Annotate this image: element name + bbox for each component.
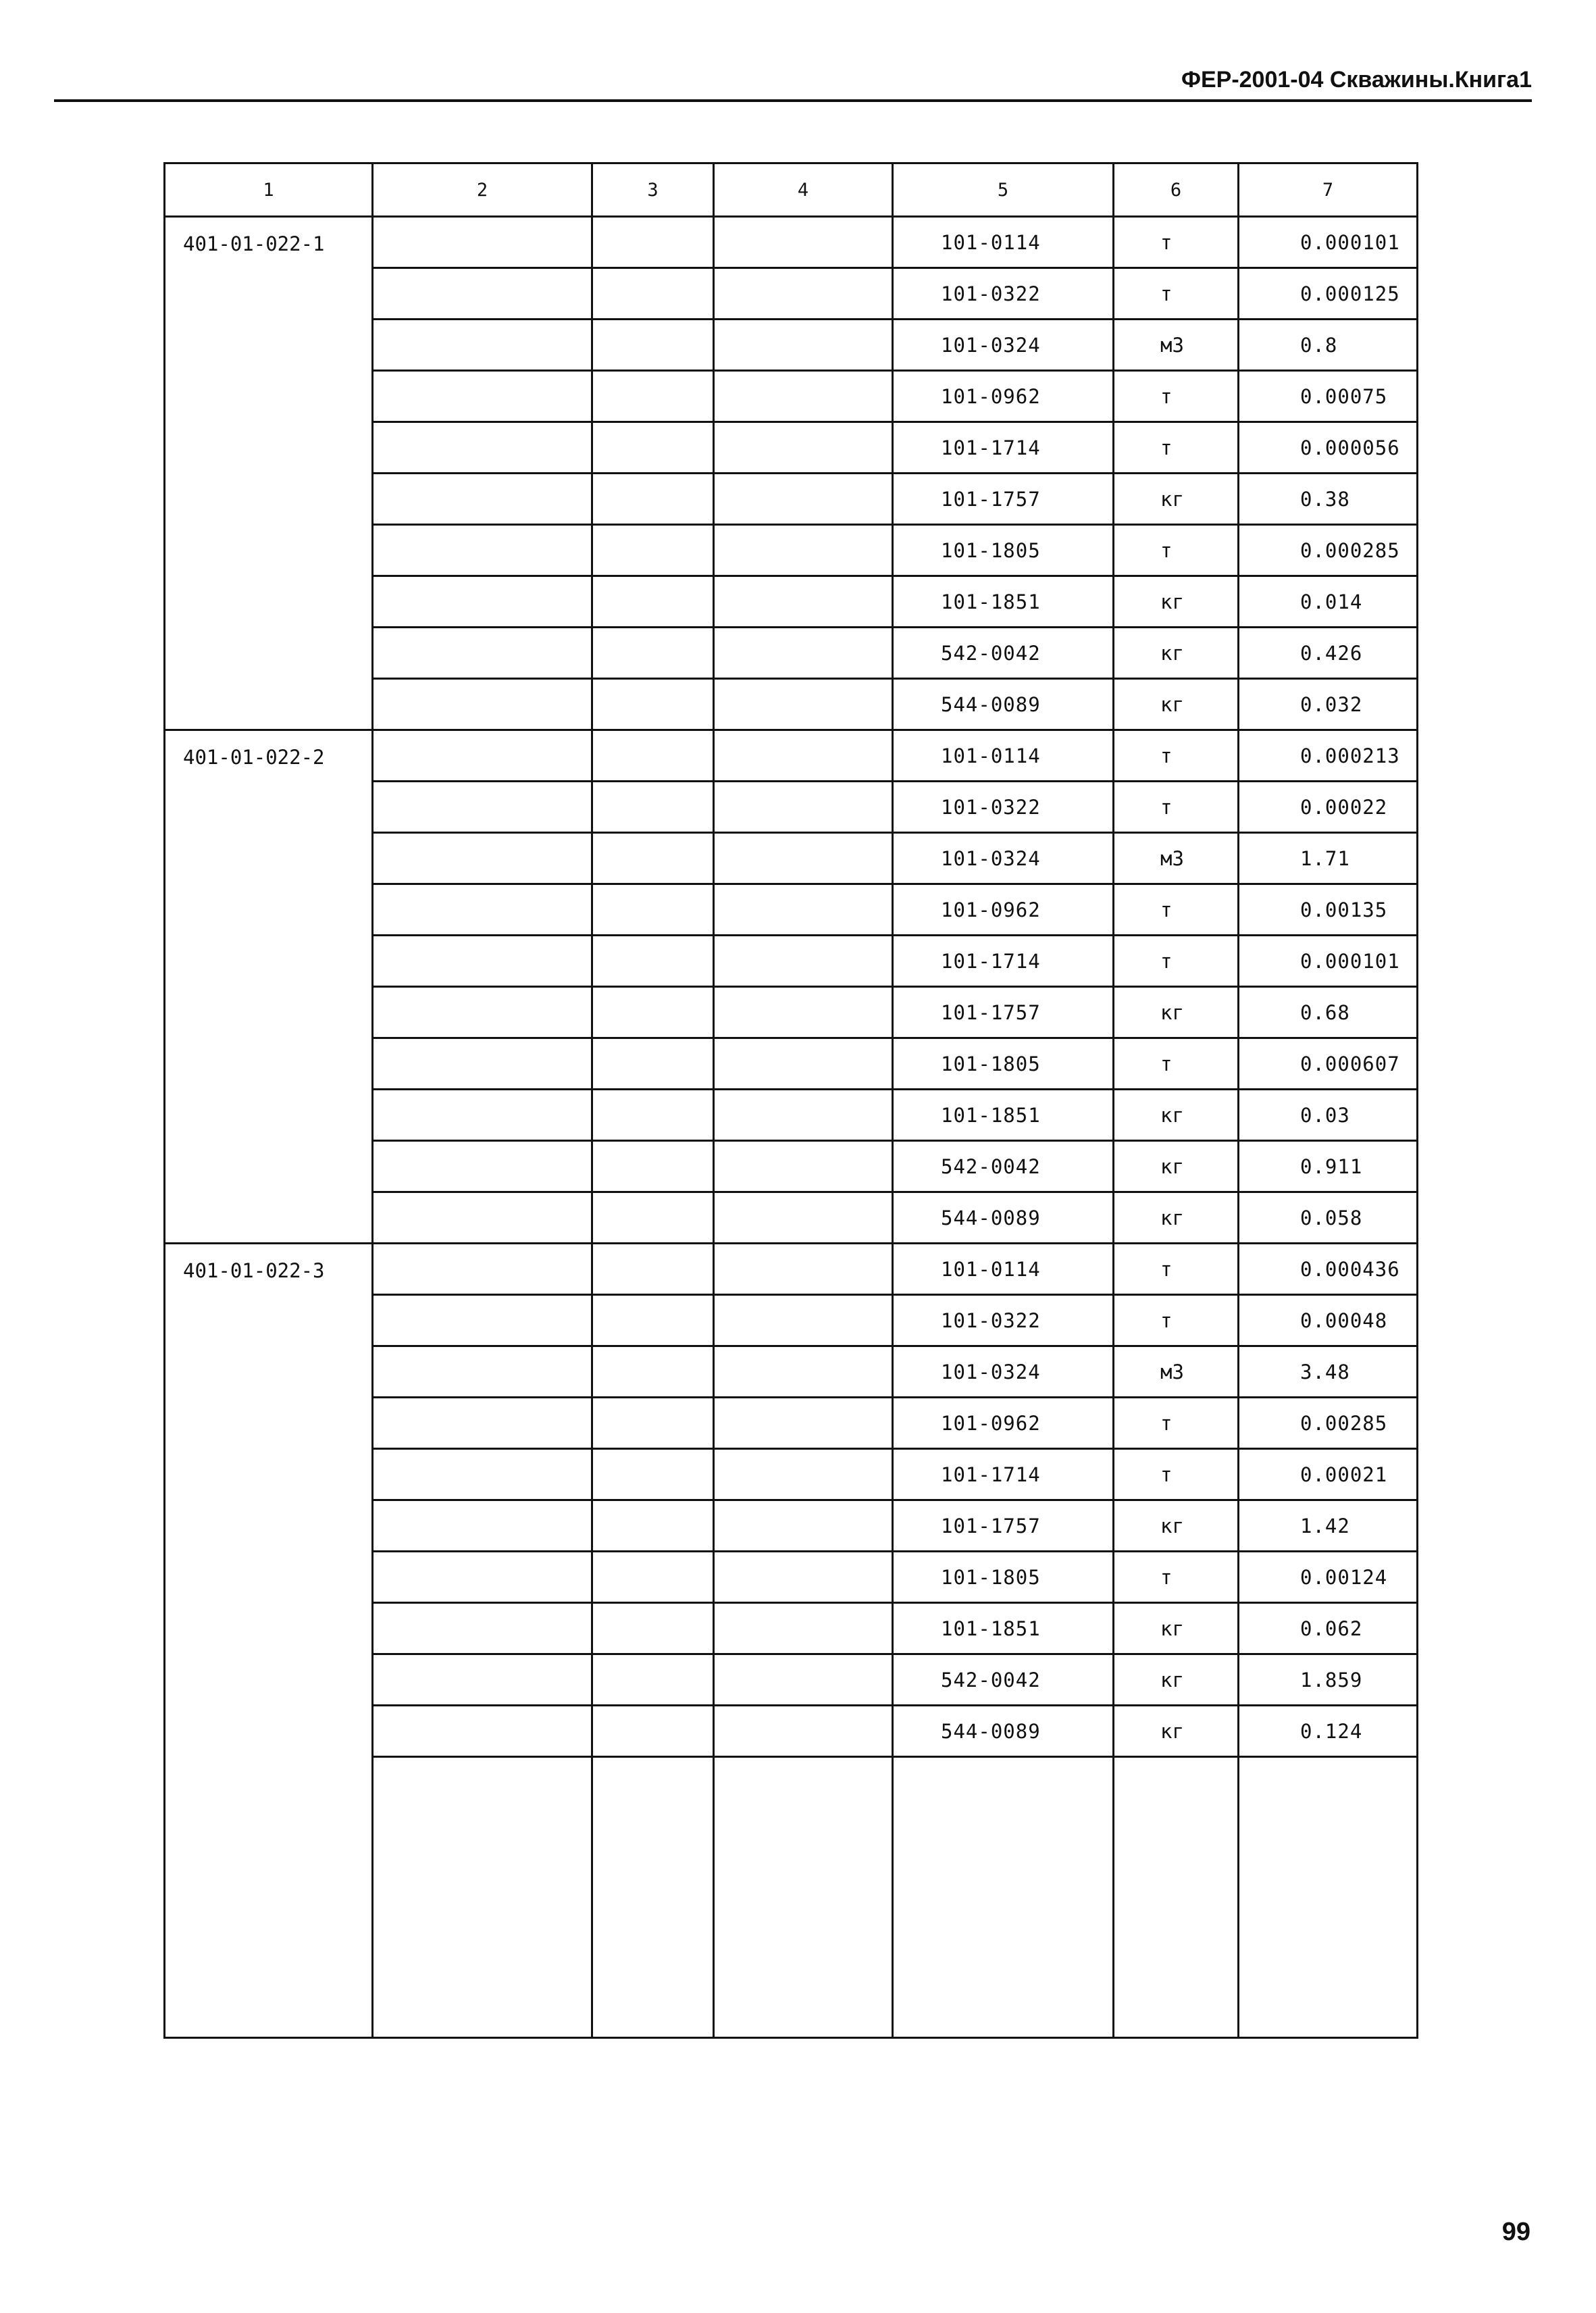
empty-cell-col2	[373, 1192, 592, 1244]
unit-cell: кг	[1114, 987, 1239, 1038]
unit-cell: кг	[1114, 1706, 1239, 1757]
quantity-cell: 0.00135	[1239, 884, 1418, 936]
unit-cell: т	[1114, 884, 1239, 936]
resource-code-cell: 101-0962	[893, 371, 1114, 422]
resource-code-cell: 101-0114	[893, 1244, 1114, 1295]
empty-cell-col4	[714, 320, 893, 371]
unit-cell: т	[1114, 1449, 1239, 1500]
empty-cell-col2	[373, 1757, 592, 2038]
quantity-cell: 3.48	[1239, 1346, 1418, 1398]
unit-cell: кг	[1114, 474, 1239, 525]
resource-code-cell: 101-0114	[893, 730, 1114, 782]
empty-cell-col3	[592, 679, 714, 730]
table-row	[165, 1244, 1418, 1295]
empty-cell-col4	[714, 1038, 893, 1090]
column-header-7: 7	[1239, 163, 1418, 217]
quantity-cell: 0.426	[1239, 628, 1418, 679]
empty-cell-col2	[373, 320, 592, 371]
resource-code-cell: 101-0962	[893, 1398, 1114, 1449]
unit-cell: т	[1114, 1295, 1239, 1346]
resource-code-cell: 544-0089	[893, 1192, 1114, 1244]
unit-cell: м3	[1114, 320, 1239, 371]
unit-cell: т	[1114, 371, 1239, 422]
empty-cell-col3	[592, 730, 714, 782]
rate-code-cell: 401-01-022-3	[165, 1244, 373, 2038]
resource-code-cell: 542-0042	[893, 1141, 1114, 1192]
empty-cell-col2	[373, 217, 592, 268]
empty-cell-col3	[592, 1757, 714, 2038]
resource-code-cell: 542-0042	[893, 628, 1114, 679]
empty-cell-col4	[714, 1757, 893, 2038]
unit-cell: кг	[1114, 1090, 1239, 1141]
quantity-cell: 0.000607	[1239, 1038, 1418, 1090]
unit-cell: т	[1114, 268, 1239, 320]
resource-code-cell: 101-0324	[893, 833, 1114, 884]
empty-cell-col2	[373, 474, 592, 525]
empty-cell-col3	[592, 422, 714, 474]
quantity-cell: 0.03	[1239, 1090, 1418, 1141]
unit-cell: м3	[1114, 1346, 1239, 1398]
table-header	[165, 163, 1418, 217]
empty-cell-col3	[592, 525, 714, 576]
resource-code-cell: 101-1851	[893, 1090, 1114, 1141]
quantity-cell: 0.000285	[1239, 525, 1418, 576]
resource-code-cell: 101-1757	[893, 987, 1114, 1038]
empty-cell-col2	[373, 371, 592, 422]
empty-cell-col3	[592, 1654, 714, 1706]
unit-cell: кг	[1114, 576, 1239, 628]
empty-cell-col3	[592, 987, 714, 1038]
empty-cell-col4	[714, 1706, 893, 1757]
empty-cell-col3	[592, 371, 714, 422]
resource-code-cell: 101-1805	[893, 1038, 1114, 1090]
unit-cell: т	[1114, 217, 1239, 268]
quantity-cell: 0.032	[1239, 679, 1418, 730]
empty-cell-col6	[1114, 1757, 1239, 2038]
resource-code-cell: 101-0322	[893, 1295, 1114, 1346]
empty-cell-col4	[714, 576, 893, 628]
empty-cell-col3	[592, 268, 714, 320]
resource-code-cell: 101-1757	[893, 1500, 1114, 1552]
empty-cell-col2	[373, 1295, 592, 1346]
empty-cell-col2	[373, 833, 592, 884]
resource-code-cell: 101-0324	[893, 1346, 1114, 1398]
column-header-3: 3	[592, 163, 714, 217]
empty-cell-col3	[592, 1295, 714, 1346]
empty-cell-col2	[373, 936, 592, 987]
empty-cell-col3	[592, 1603, 714, 1654]
unit-cell: кг	[1114, 1192, 1239, 1244]
empty-cell-col2	[373, 987, 592, 1038]
empty-cell-col4	[714, 1654, 893, 1706]
empty-cell-col3	[592, 884, 714, 936]
unit-cell: т	[1114, 782, 1239, 833]
quantity-cell: 0.000101	[1239, 936, 1418, 987]
empty-cell-col4	[714, 833, 893, 884]
empty-cell-col2	[373, 1706, 592, 1757]
empty-cell-col7	[1239, 1757, 1418, 2038]
empty-cell-col3	[592, 628, 714, 679]
empty-cell-col2	[373, 1552, 592, 1603]
column-header-2: 2	[373, 163, 592, 217]
resource-code-cell: 542-0042	[893, 1654, 1114, 1706]
empty-cell-col4	[714, 1346, 893, 1398]
empty-cell-col4	[714, 525, 893, 576]
unit-cell: т	[1114, 525, 1239, 576]
empty-cell-col2	[373, 1141, 592, 1192]
quantity-cell: 1.71	[1239, 833, 1418, 884]
quantity-cell: 0.8	[1239, 320, 1418, 371]
quantity-cell: 0.68	[1239, 987, 1418, 1038]
empty-cell-col2	[373, 782, 592, 833]
unit-cell: т	[1114, 1244, 1239, 1295]
column-header-5: 5	[893, 163, 1114, 217]
empty-cell-col4	[714, 628, 893, 679]
empty-cell-col4	[714, 1244, 893, 1295]
resource-table	[163, 162, 1418, 2039]
resource-code-cell: 101-1805	[893, 525, 1114, 576]
empty-cell-col3	[592, 320, 714, 371]
quantity-cell: 0.058	[1239, 1192, 1418, 1244]
column-header-1: 1	[165, 163, 373, 217]
quantity-cell: 0.000125	[1239, 268, 1418, 320]
empty-cell-col2	[373, 884, 592, 936]
resource-code-cell: 101-1757	[893, 474, 1114, 525]
quantity-cell: 0.000213	[1239, 730, 1418, 782]
empty-cell-col4	[714, 782, 893, 833]
empty-cell-col4	[714, 1141, 893, 1192]
empty-cell-col3	[592, 1346, 714, 1398]
empty-cell-col2	[373, 679, 592, 730]
column-number-row	[165, 163, 1418, 217]
column-header-6: 6	[1114, 163, 1239, 217]
empty-cell-col3	[592, 1500, 714, 1552]
empty-cell-col4	[714, 422, 893, 474]
quantity-cell: 0.00075	[1239, 371, 1418, 422]
quantity-cell: 0.00021	[1239, 1449, 1418, 1500]
empty-cell-col4	[714, 679, 893, 730]
resource-code-cell: 101-0962	[893, 884, 1114, 936]
empty-cell-col3	[592, 833, 714, 884]
page-number: 99	[1501, 2218, 1530, 2246]
empty-cell-col4	[714, 217, 893, 268]
resource-code-cell: 101-1851	[893, 1603, 1114, 1654]
empty-cell-col2	[373, 268, 592, 320]
empty-cell-col2	[373, 628, 592, 679]
unit-cell: кг	[1114, 1654, 1239, 1706]
unit-cell: т	[1114, 422, 1239, 474]
quantity-cell: 1.859	[1239, 1654, 1418, 1706]
empty-cell-col2	[373, 1449, 592, 1500]
quantity-cell: 0.00022	[1239, 782, 1418, 833]
quantity-cell: 0.000101	[1239, 217, 1418, 268]
unit-cell: кг	[1114, 679, 1239, 730]
empty-cell-col2	[373, 1500, 592, 1552]
empty-cell-col2	[373, 1090, 592, 1141]
quantity-cell: 0.124	[1239, 1706, 1418, 1757]
empty-cell-col4	[714, 1398, 893, 1449]
resource-code-cell: 101-1805	[893, 1552, 1114, 1603]
empty-cell-col3	[592, 217, 714, 268]
unit-cell: м3	[1114, 833, 1239, 884]
empty-cell-col2	[373, 730, 592, 782]
empty-cell-col2	[373, 576, 592, 628]
unit-cell: т	[1114, 730, 1239, 782]
column-header-4: 4	[714, 163, 893, 217]
unit-cell: т	[1114, 1038, 1239, 1090]
table-row	[165, 730, 1418, 782]
resource-code-cell: 544-0089	[893, 1706, 1114, 1757]
empty-cell-col2	[373, 1038, 592, 1090]
empty-cell-col3	[592, 936, 714, 987]
empty-cell-col4	[714, 1552, 893, 1603]
resource-code-cell: 544-0089	[893, 679, 1114, 730]
unit-cell: кг	[1114, 1603, 1239, 1654]
quantity-cell: 0.062	[1239, 1603, 1418, 1654]
empty-cell-col3	[592, 1398, 714, 1449]
empty-cell-col4	[714, 1500, 893, 1552]
empty-cell-col5	[893, 1757, 1114, 2038]
empty-cell-col3	[592, 1192, 714, 1244]
quantity-cell: 0.00124	[1239, 1552, 1418, 1603]
unit-cell: т	[1114, 1552, 1239, 1603]
resource-code-cell: 101-1714	[893, 422, 1114, 474]
document-title: ФЕР-2001-04 Скважины.Книга1	[1181, 67, 1532, 93]
empty-cell-col2	[373, 1346, 592, 1398]
empty-cell-col3	[592, 1141, 714, 1192]
empty-cell-col2	[373, 1654, 592, 1706]
resource-code-cell: 101-1714	[893, 1449, 1114, 1500]
empty-cell-col4	[714, 1449, 893, 1500]
empty-cell-col2	[373, 1603, 592, 1654]
resource-code-cell: 101-1714	[893, 936, 1114, 987]
rate-code-cell: 401-01-022-2	[165, 730, 373, 1244]
empty-cell-col3	[592, 782, 714, 833]
empty-cell-col4	[714, 371, 893, 422]
empty-cell-col4	[714, 1295, 893, 1346]
empty-cell-col3	[592, 1090, 714, 1141]
quantity-cell: 0.38	[1239, 474, 1418, 525]
empty-cell-col3	[592, 1038, 714, 1090]
resource-code-cell: 101-1851	[893, 576, 1114, 628]
empty-cell-col2	[373, 1244, 592, 1295]
unit-cell: кг	[1114, 1141, 1239, 1192]
empty-cell-col3	[592, 1244, 714, 1295]
quantity-cell: 0.00285	[1239, 1398, 1418, 1449]
unit-cell: т	[1114, 936, 1239, 987]
table-body	[165, 217, 1418, 2038]
empty-cell-col3	[592, 474, 714, 525]
resource-code-cell: 101-0114	[893, 217, 1114, 268]
page-header	[54, 64, 1532, 102]
unit-cell: кг	[1114, 628, 1239, 679]
empty-cell-col4	[714, 1192, 893, 1244]
empty-cell-col4	[714, 730, 893, 782]
empty-cell-col2	[373, 422, 592, 474]
resource-code-cell: 101-0322	[893, 782, 1114, 833]
empty-cell-col3	[592, 1706, 714, 1757]
resource-code-cell: 101-0322	[893, 268, 1114, 320]
unit-cell: кг	[1114, 1500, 1239, 1552]
empty-cell-col4	[714, 884, 893, 936]
quantity-cell: 0.00048	[1239, 1295, 1418, 1346]
quantity-cell: 1.42	[1239, 1500, 1418, 1552]
empty-cell-col4	[714, 1090, 893, 1141]
empty-cell-col2	[373, 525, 592, 576]
empty-cell-col3	[592, 1449, 714, 1500]
empty-cell-col4	[714, 474, 893, 525]
resource-code-cell: 101-0324	[893, 320, 1114, 371]
quantity-cell: 0.000056	[1239, 422, 1418, 474]
empty-cell-col2	[373, 1398, 592, 1449]
table-row	[165, 217, 1418, 268]
quantity-cell: 0.000436	[1239, 1244, 1418, 1295]
empty-cell-col4	[714, 936, 893, 987]
empty-cell-col3	[592, 576, 714, 628]
rate-code-cell: 401-01-022-1	[165, 217, 373, 730]
empty-cell-col3	[592, 1552, 714, 1603]
unit-cell: т	[1114, 1398, 1239, 1449]
quantity-cell: 0.014	[1239, 576, 1418, 628]
quantity-cell: 0.911	[1239, 1141, 1418, 1192]
empty-cell-col4	[714, 268, 893, 320]
empty-cell-col4	[714, 1603, 893, 1654]
resource-table-frame	[163, 162, 1416, 2039]
empty-cell-col4	[714, 987, 893, 1038]
